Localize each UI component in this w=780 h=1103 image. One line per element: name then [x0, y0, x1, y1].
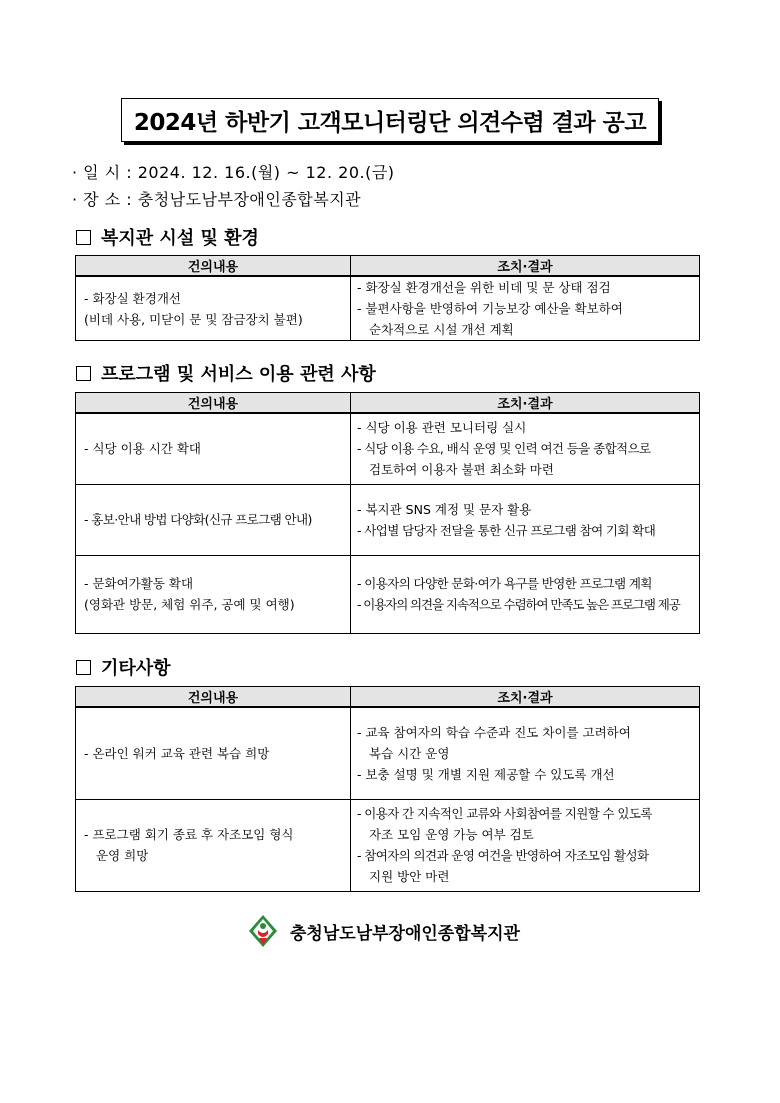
- info-date: · 일 시 : 2024. 12. 16.(월) ~ 12. 20.(금): [72, 163, 395, 182]
- suggestion-line: - 온라인 워커 교육 관련 복습 희망: [84, 745, 270, 761]
- suggestion-line: - 문화여가활동 확대: [84, 576, 194, 591]
- col-header-suggestion: 건의내용: [76, 256, 351, 277]
- suggestion-line: - 프로그램 회기 종료 후 자조모임 형식: [84, 827, 294, 842]
- info-place: · 장 소 : 충청남도남부장애인종합복지관: [72, 190, 362, 209]
- result-cell: [351, 276, 700, 341]
- suggestion-line: (영화관 방문, 체험 위주, 공예 및 여행): [84, 597, 295, 612]
- result-line: - 화장실 환경개선을 위한 비데 및 문 상태 점검: [357, 280, 611, 295]
- table-programs: [75, 392, 700, 634]
- result-line: - 이용자의 다양한 문화·여가 욕구를 반영한 프로그램 계획: [357, 576, 652, 591]
- table-row: [76, 707, 700, 799]
- table-facilities: [75, 255, 700, 341]
- suggestion-line: - 화장실 환경개선: [84, 290, 181, 306]
- suggestion-line: - 식당 이용 시간 확대: [84, 441, 202, 457]
- table-row: [76, 799, 700, 891]
- suggestion-line: (비데 사용, 미닫이 문 및 잠금장치 불편): [84, 311, 303, 327]
- section-heading-text: 프로그램 및 서비스 이용 관련 사항: [101, 364, 376, 385]
- result-line: - 식당 이용 수요, 배식 운영 및 인력 여건 등을 종합적으로: [357, 441, 651, 457]
- table-row: [76, 276, 700, 341]
- result-line: - 식당 이용 관련 모니터링 실시: [357, 420, 527, 436]
- result-line: - 불편사항을 반영하여 기능보강 예산을 확보하여: [357, 301, 623, 316]
- footer: [248, 914, 520, 948]
- result-line: - 복지관 SNS 계정 및 문자 활용: [357, 501, 532, 517]
- result-line: 검토하여 이용자 불편 최소화 마련: [369, 462, 554, 478]
- result-line: - 보충 설명 및 개별 지원 제공할 수 있도록 개선: [357, 766, 615, 782]
- table-header-row: [76, 393, 700, 414]
- suggestion-cell: [76, 707, 351, 799]
- result-cell: [351, 413, 700, 484]
- suggestion-line: 운영 희망: [96, 848, 149, 863]
- section-heading-others: [76, 654, 171, 680]
- table-header-row: [76, 256, 700, 277]
- section-heading-text: 복지관 시설 및 환경: [101, 228, 259, 249]
- col-header-suggestion: 건의내용: [76, 687, 351, 708]
- suggestion-cell: [76, 413, 351, 484]
- col-header-result: 조치·결과: [351, 256, 700, 277]
- table-row: [76, 484, 700, 555]
- checkbox-square-icon: [76, 366, 91, 381]
- suggestion-cell: [76, 555, 351, 633]
- result-cell: [351, 484, 700, 555]
- table-row: [76, 413, 700, 484]
- suggestion-cell: [76, 276, 351, 341]
- result-line: - 이용자 간 지속적인 교류와 사회참여를 지원할 수 있도록: [357, 806, 652, 821]
- col-header-suggestion: 건의내용: [76, 393, 351, 414]
- footer-org-name: 충청남도남부장애인종합복지관: [290, 923, 520, 944]
- result-line: 순차적으로 시설 개선 계획: [369, 322, 514, 337]
- suggestion-cell: [76, 799, 351, 891]
- result-line: - 참여자의 의견과 운영 여건을 반영하여 자조모임 활성화: [357, 848, 649, 863]
- section-heading-text: 기타사항: [101, 658, 171, 679]
- col-header-result: 조치·결과: [351, 393, 700, 414]
- table-others: [75, 686, 700, 892]
- result-line: 지원 방안 마련: [369, 869, 450, 884]
- result-line: - 사업별 담당자 전달을 통한 신규 프로그램 참여 기회 확대: [357, 522, 656, 538]
- col-header-result: 조치·결과: [351, 687, 700, 708]
- suggestion-line: - 홍보·안내 방법 다양화(신규 프로그램 안내): [84, 512, 312, 527]
- result-line: 복습 시간 운영: [369, 745, 450, 761]
- checkbox-square-icon: [76, 230, 91, 245]
- result-line: 자조 모임 운영 가능 여부 검토: [369, 827, 534, 842]
- section-heading-facilities: [76, 224, 259, 250]
- checkbox-square-icon: [76, 660, 91, 675]
- result-cell: [351, 707, 700, 799]
- result-line: - 이용자의 의견을 지속적으로 수렴하여 만족도 높은 프로그램 제공: [357, 597, 680, 612]
- suggestion-cell: [76, 484, 351, 555]
- page-title: 2024년 하반기 고객모니터링단 의견수렴 결과 공고: [121, 98, 659, 142]
- result-cell: [351, 555, 700, 633]
- table-row: [76, 555, 700, 633]
- table-header-row: [76, 687, 700, 708]
- section-heading-programs: [76, 360, 376, 386]
- result-cell: [351, 799, 700, 891]
- result-line: - 교육 참여자의 학습 수준과 진도 차이를 고려하여: [357, 724, 631, 740]
- welfare-center-logo-icon: [248, 914, 278, 948]
